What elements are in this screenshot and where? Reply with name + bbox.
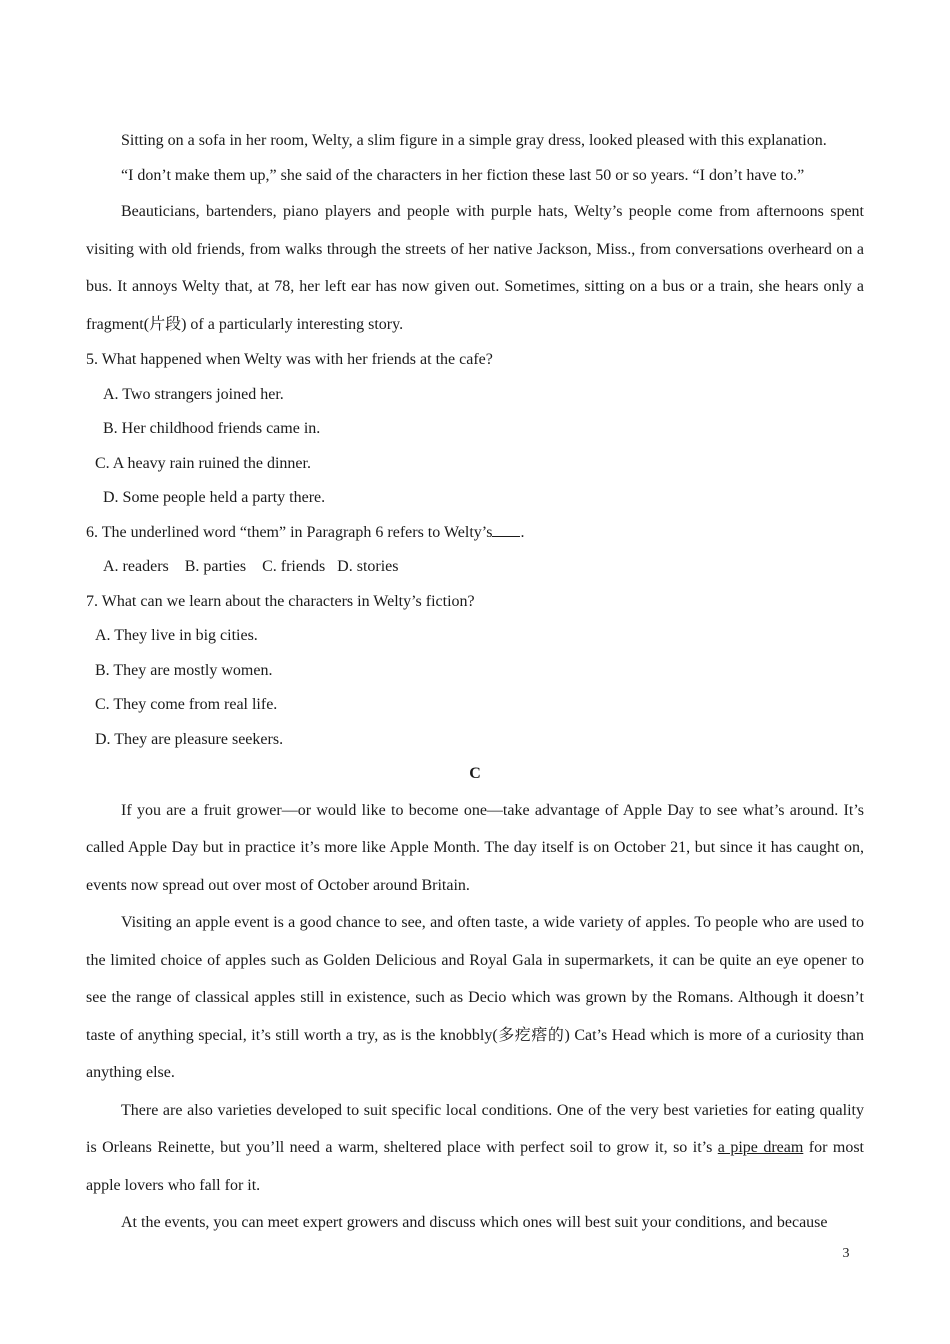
page-number: 3	[842, 1246, 850, 1261]
passage-b-paragraph-3: Beauticians, bartenders, piano players and people with purple hats, Welty’s people come from afternoons spent visiting with old friends, from walks through the streets of her native Jackson, Miss., from conversations overheard on a bus. It annoys Welty that, at 78, her left ear has now given out. Sometimes, sitting on a bus or a train, she hears only a fragment(片段) of a particularly interesting story.	[86, 203, 864, 333]
passage-c-paragraph-3-start: There are also varieties developed to suit specific local conditions. One of the very best varieties for eating quality is Orleans Reinette, but you’ll need a warm, sheltered place with perfect soil to grow it, so it’s	[86, 1101, 864, 1156]
passage-c-paragraph-3	[86, 1092, 864, 1205]
question-5	[86, 343, 864, 516]
passage-c-paragraph-4: At the events, you can meet expert growers and discuss which ones will best suit your conditions, and because	[121, 1214, 828, 1231]
passage-c-paragraph-3-end: for most apple lovers who fall for it.	[86, 1139, 864, 1194]
section-c-title: C	[469, 765, 481, 782]
question-5-option-d: D. Some people held a party there.	[103, 489, 326, 506]
question-5-option-b: B. Her childhood friends came in.	[103, 420, 321, 437]
question-7-option-d: D. They are pleasure seekers.	[95, 730, 284, 748]
passage-b-paragraph-2: “I don’t make them up,” she said of the characters in her fiction these last 50 or so years. “I don’t have to.”	[121, 166, 805, 184]
question-7-option-b: B. They are mostly women.	[95, 661, 273, 679]
question-6-options: A. readers B. parties C. friends D. stories	[103, 558, 399, 575]
underlined-phrase: a pipe dream	[717, 1139, 804, 1156]
question-7-stem: 7. What can we learn about the characters in Welty’s fiction?	[86, 592, 475, 610]
question-5-option-c: C. A heavy rain ruined the dinner.	[95, 454, 311, 472]
question-5-stem: 5. What happened when Welty was with her friends at the cafe?	[86, 351, 493, 368]
passage-b-paragraph-1: Sitting on a sofa in her room, Welty, a slim figure in a simple gray dress, looked pleased with this explanation.	[121, 132, 827, 149]
answer-blank	[492, 522, 520, 537]
question-6-stem-text: 6. The underlined word “them” in Paragraph 6 refers to Welty’s	[86, 523, 493, 541]
question-5-option-a: A. Two strangers joined her.	[103, 385, 284, 403]
question-7	[86, 585, 864, 758]
question-7-option-a: A. They live in big cities.	[95, 627, 258, 644]
question-6	[86, 516, 864, 585]
passage-c-paragraph-2: Visiting an apple event is a good chance to see, and often taste, a wide variety of apples. To people who are used to the limited choice of apples such as Golden Delicious and Royal Gala in supermarkets, it can be quite an eye opener to see the range of classical apples still in existence, such as Decio which was grown by the Romans. Although it doesn’t taste of anything special, it’s still worth a try, as is the knobbly(多疙瘩的) Cat’s Head which is more of a curiosity than anything else.	[86, 914, 864, 1081]
document-page	[86, 124, 864, 1242]
passage-c-paragraph-1: If you are a fruit grower—or would like to become one—take advantage of Apple Day to see what’s around. It’s called Apple Day but in practice it’s more like Apple Month. The day itself is on October 21, but since it has caught on, events now spread out over most of October around Britain.	[86, 801, 864, 894]
question-7-option-c: C. They come from real life.	[95, 696, 278, 713]
question-6-stem-end: .	[520, 523, 525, 541]
question-6-stem	[86, 516, 864, 551]
